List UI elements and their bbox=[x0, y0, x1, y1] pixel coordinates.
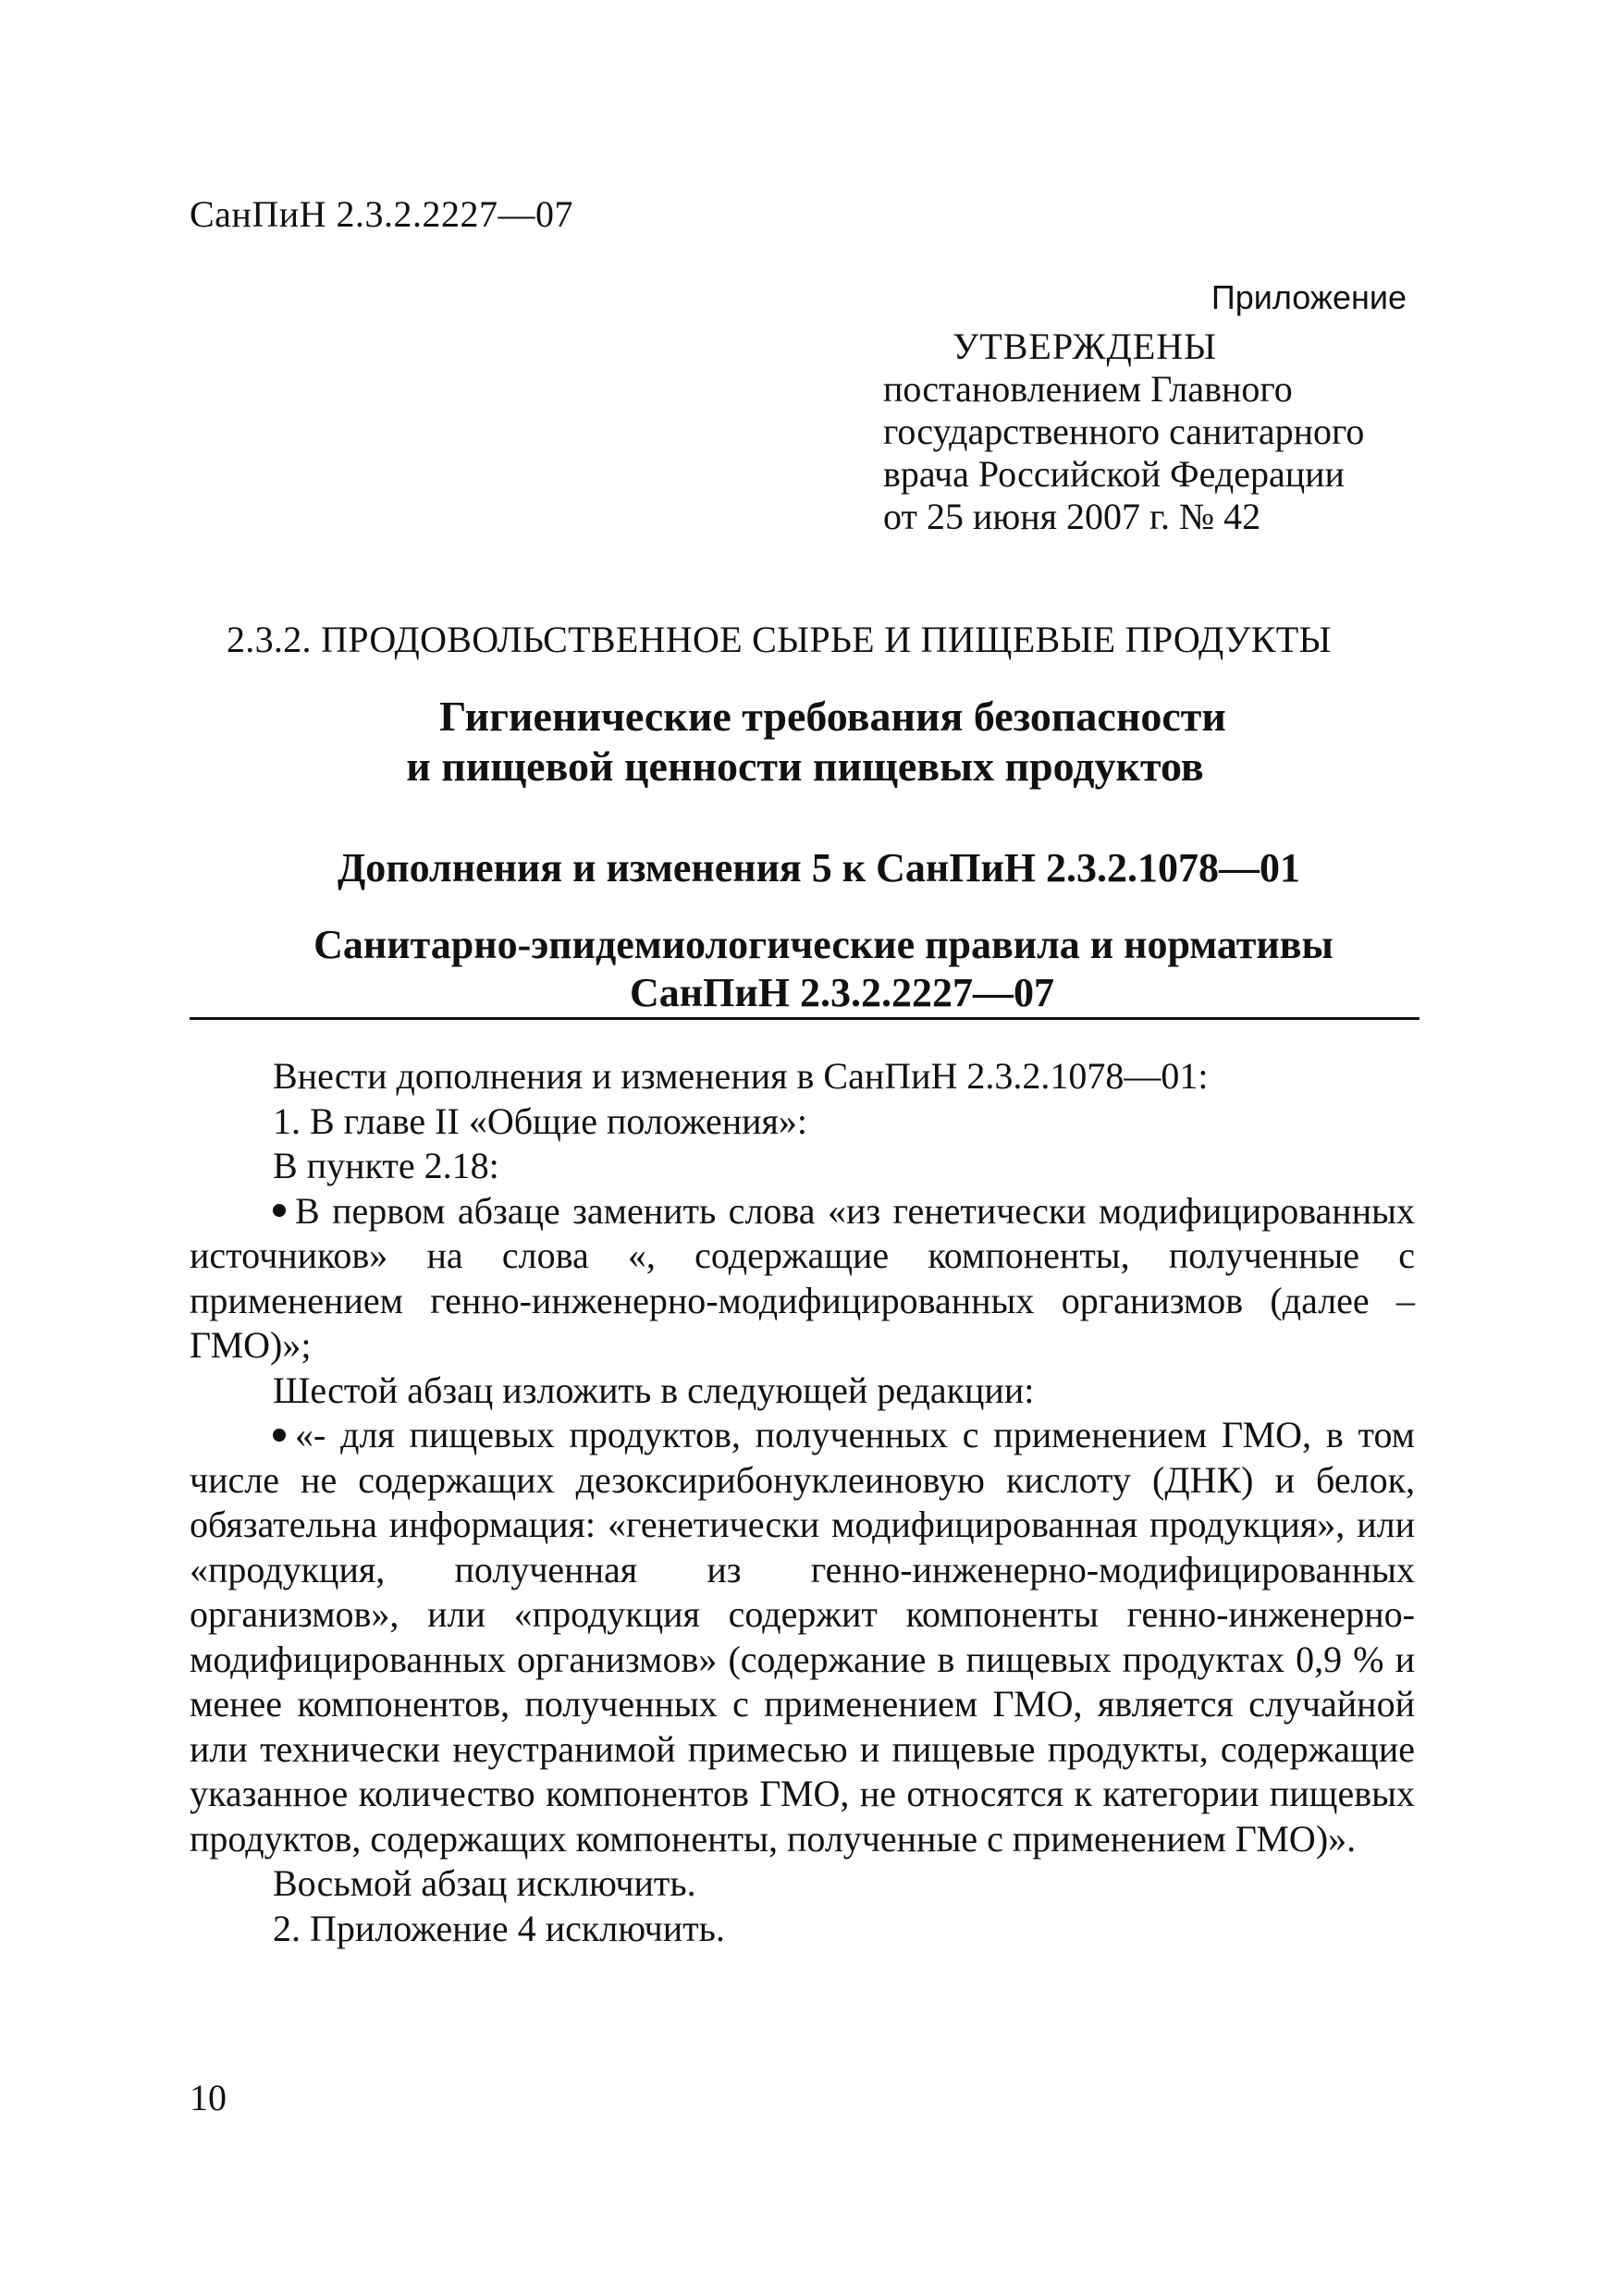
running-header-code: СанПиН 2.3.2.2227—07 bbox=[190, 193, 574, 235]
eighth-paragraph: Восьмой абзац исключить. bbox=[273, 1862, 696, 1904]
item-1: 1. В главе II «Общие положения»: bbox=[273, 1099, 808, 1142]
approval-date-line: от 25 июня 2007 г. № 42 bbox=[883, 496, 1261, 537]
bullet-paragraph-1 bbox=[190, 1189, 1415, 1369]
approval-line: государственного санитарного bbox=[883, 411, 1365, 452]
point-reference: В пункте 2.18: bbox=[273, 1145, 499, 1186]
rules-title-line-1: Санитарно-эпидемиологические правила и нормативы bbox=[313, 922, 1333, 967]
rules-title-line-2: СанПиН 2.3.2.2227—07 bbox=[630, 970, 1054, 1015]
bullet-text-2: «- для пищевых продуктов, полученных с применением ГМО, в том числе не содержащих дезоксирибонуклеиновую кислоту (ДНК) и белок, обязательна информация: «генетически модифицированная продукция», или «продукция, полученная из генно-инженерно-модифицированных организмов», или «продукция содержит компоненты генно-инженерно-модифицированных организмов» (содержание в пищевых продуктах 0,9 % и менее компонентов, полученных с применением ГМО, является случайной или технически неустранимой примесью и пищевые продукты, содержащие указанное количество компонентов ГМО, не относятся к категории пищевых продуктов, содержащих компоненты, полученные с применением ГМО)». bbox=[190, 1414, 1415, 1860]
title-divider bbox=[190, 1017, 1420, 1020]
page-number: 10 bbox=[190, 2077, 227, 2118]
approval-line: постановлением Главного bbox=[883, 368, 1293, 410]
section-heading: 2.3.2. ПРОДОВОЛЬСТВЕННОЕ СЫРЬЕ И ПИЩЕВЫЕ ПРОДУКТЫ bbox=[227, 619, 1332, 660]
item-2: 2. Приложение 4 исключить. bbox=[273, 1907, 725, 1949]
sixth-paragraph-intro: Шестой абзац изложить в следующей редакции: bbox=[273, 1369, 1035, 1411]
appendix-label: Приложение bbox=[1211, 278, 1407, 316]
intro-paragraph: Внести дополнения и изменения в СанПиН 2.3.2.1078—01: bbox=[273, 1055, 1209, 1097]
document-title-line-1: Гигиенические требования безопасности bbox=[439, 693, 1226, 740]
bullet-icon bbox=[273, 1429, 286, 1442]
approval-block bbox=[883, 325, 1438, 538]
document-body bbox=[190, 1054, 1415, 1951]
rules-title bbox=[0, 921, 1610, 1017]
bullet-icon bbox=[273, 1204, 286, 1217]
approval-line: врача Российской Федерации bbox=[883, 453, 1345, 495]
document-title bbox=[0, 692, 1610, 792]
bullet-text-1: В первом абзаце заменить слова «из генетически модифицированных источников» на слова «, содержащие компоненты, полученные с применением генно-инженерно-модифицированных организмов (далее – ГМО)»; bbox=[190, 1189, 1415, 1366]
approved-title: УТВЕРЖДЕНЫ bbox=[952, 325, 1218, 367]
amendment-title: Дополнения и изменения 5 к СанПиН 2.3.2.1078—01 bbox=[337, 845, 1301, 890]
document-title-line-2: и пищевой ценности пищевых продуктов bbox=[406, 743, 1204, 790]
bullet-paragraph-2 bbox=[190, 1413, 1415, 1861]
